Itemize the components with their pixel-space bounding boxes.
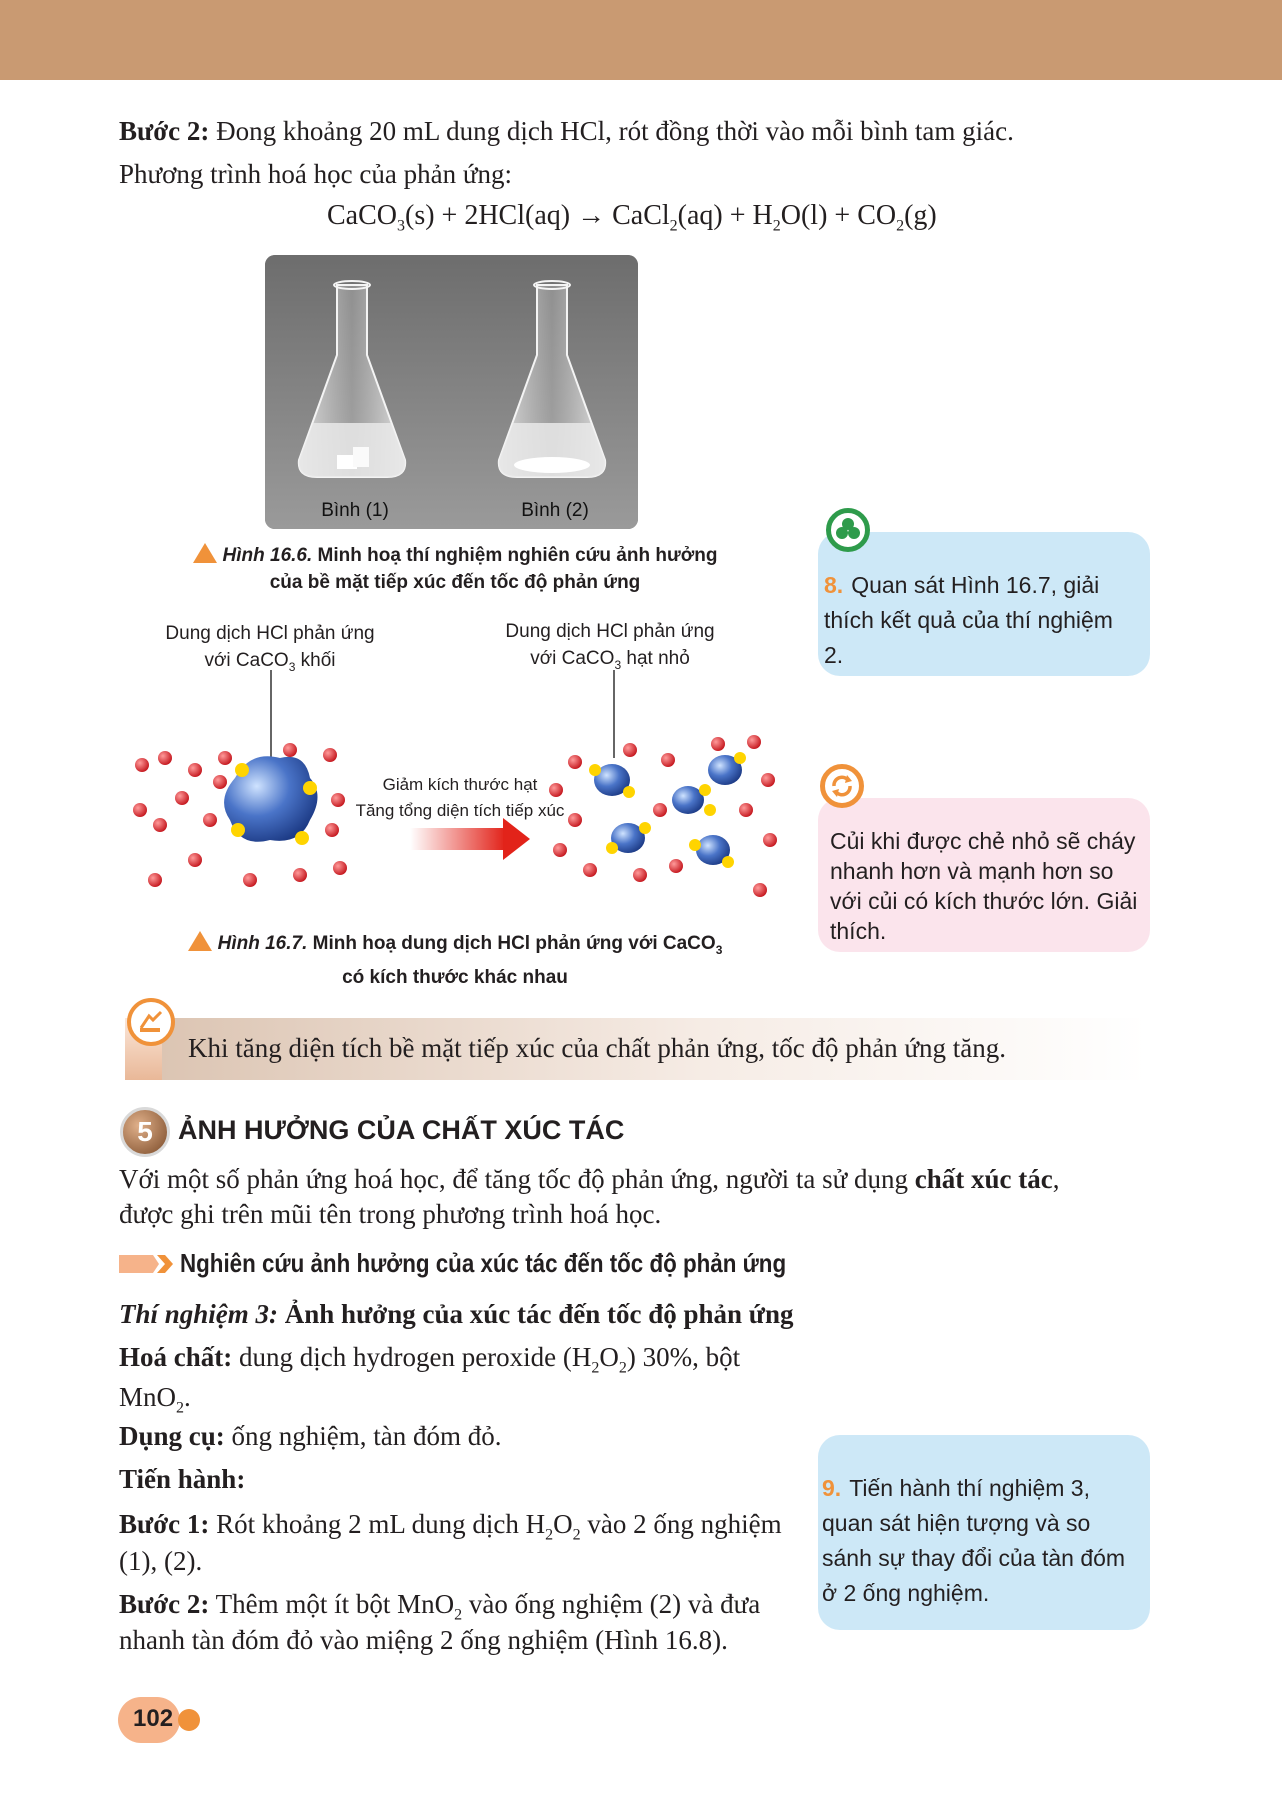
chemical-equation: CaCO$_3$(s) + 2HCl(aq) → CaCl$_2$(aq) + $H_2O(l) + CO_2(g)$ xyxy=(327,200,937,235)
flask-2-label: Bình (2) xyxy=(521,500,589,521)
page-header-band xyxy=(0,0,1282,80)
question-8-number: 8. xyxy=(824,572,844,598)
figure-16-7-caption: Hình 16.7. Minh hoạ dung dịch HCl phản ứng với CaCO$_3$ có kích thước khác nhau xyxy=(170,930,740,991)
figure-16-6-photo xyxy=(265,255,638,529)
step1-line: Bước 1: Rót khoảng 2 mL dung dịch $H_2O_2$ vào 2 ống nghiệm xyxy=(119,1509,782,1544)
question-9-box xyxy=(818,1435,1150,1630)
figure-16-6-caption: Hình 16.6. Minh hoạ thí nghiệm nghiên cứu ảnh hưởng của bề mặt tiếp xúc đến tốc độ phản ứng xyxy=(170,542,740,596)
step1-line-2: (1), (2). xyxy=(119,1546,203,1576)
question-8-box xyxy=(818,532,1150,676)
double-chevron-icon xyxy=(119,1252,175,1276)
page-number-dot xyxy=(178,1709,200,1731)
step2-line: Bước 2: Đong khoảng 20 mL dung dịch HCl, rót đồng thời vào mỗi bình tam giác. xyxy=(119,116,1014,146)
apply-text: Củi khi được chẻ nhỏ sẽ cháy nhanh hơn và mạnh hơn so với củi có kích thước lớn. Giải thích. xyxy=(830,828,1138,944)
section-5-number-badge: 5 xyxy=(120,1107,170,1157)
procedure-label: Tiến hành: xyxy=(119,1464,246,1494)
arrow-right-icon xyxy=(503,818,530,860)
experiment-3-title: Thí nghiệm 3: Ảnh hưởng của xúc tác đến tốc độ phản ứng xyxy=(119,1299,794,1329)
section-5-intro: Với một số phản ứng hoá học, để tăng tốc độ phản ứng, người ta sử dụng chất xúc tác, xyxy=(119,1164,1060,1194)
section-5-title: ẢNH HƯỞNG CỦA CHẤT XÚC TÁC xyxy=(178,1115,625,1145)
clover-icon xyxy=(826,508,870,552)
summary-bar xyxy=(162,1018,1147,1080)
right-particle-label: Dung dịch HCl phản ứng với CaCO$_3$ hạt nhỏ xyxy=(505,621,715,672)
flask-1-label: Bình (1) xyxy=(321,500,389,521)
exp3-step2-line: Bước 2: Thêm một ít bột MnO$_2$ vào ống nghiệm (2) và đưa xyxy=(119,1589,761,1624)
chemicals-line-2: MnO$_2$. xyxy=(119,1382,191,1417)
exp3-step2-line-2: nhanh tàn đóm đỏ vào miệng 2 ống nghiệm (Hình 16.8). xyxy=(119,1625,728,1655)
question-9-text: Tiến hành thí nghiệm 3, quan sát hiện tượng và so sánh sự thay đổi của tàn đóm ở 2 ống nghiệm. xyxy=(822,1475,1126,1606)
large-caco3-particle-icon xyxy=(224,756,317,845)
summary-hand-icon xyxy=(127,998,175,1046)
apply-cycle-icon xyxy=(820,764,864,808)
summary-text: Khi tăng diện tích bề mặt tiếp xúc của chất phản ứng, tốc độ phản ứng tăng. xyxy=(188,1033,1007,1063)
question-9-number: 9. xyxy=(822,1475,842,1501)
left-particle-label: Dung dịch HCl phản ứng với CaCO$_3$ khối xyxy=(165,623,375,674)
subsection-title: Nghiên cứu ảnh hưởng của xúc tác đến tốc độ phản ứng xyxy=(180,1248,787,1278)
apply-box xyxy=(818,798,1150,952)
flasks-illustration xyxy=(265,255,638,529)
arrow-label: Giảm kích thước hạt Tăng tổng diện tích tiếp xúc xyxy=(355,775,565,820)
section-5-intro-line2: được ghi trên mũi tên trong phương trình hoá học. xyxy=(119,1199,662,1229)
caption-triangle-icon xyxy=(188,931,212,951)
question-8-text: Quan sát Hình 16.7, giải thích kết quả của thí nghiệm 2. xyxy=(824,572,1113,668)
page-number: 102 xyxy=(133,1705,174,1732)
equation-intro: Phương trình hoá học của phản ứng: xyxy=(119,159,512,189)
caption-triangle-icon xyxy=(193,543,217,563)
chemicals-line: Hoá chất: dung dịch hydrogen peroxide $(H_2O_2)$ 30%, bột xyxy=(119,1342,741,1377)
tools-line: Dụng cụ: ống nghiệm, tàn đóm đỏ. xyxy=(119,1421,502,1451)
